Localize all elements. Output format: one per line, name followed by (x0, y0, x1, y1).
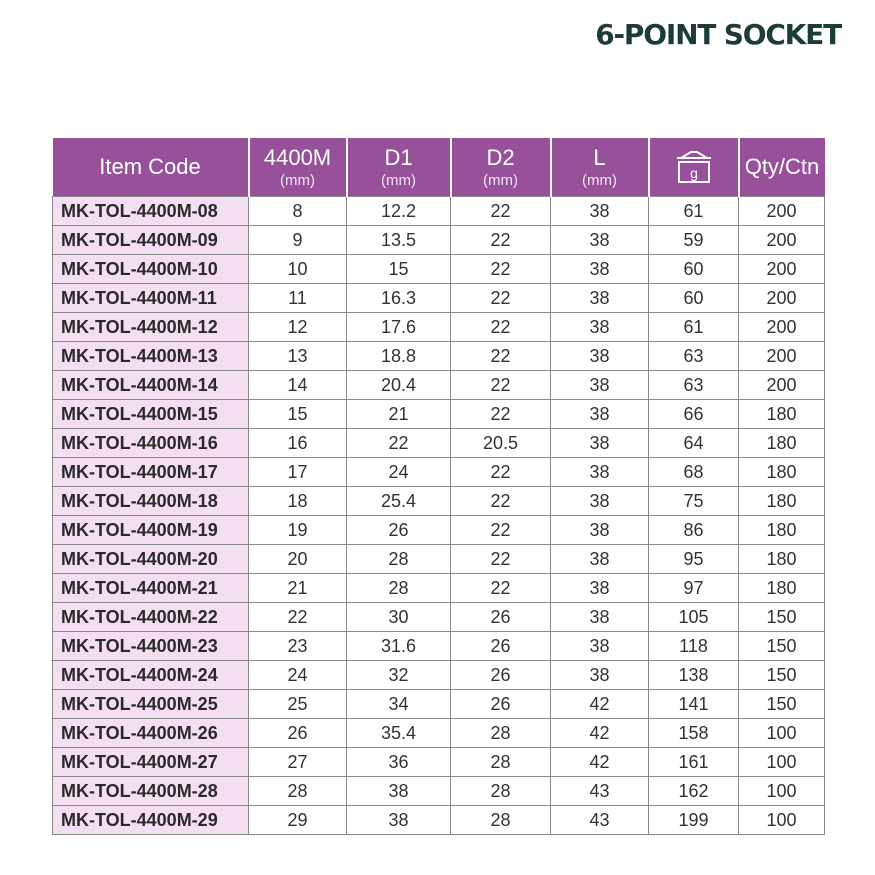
table-row (53, 313, 825, 342)
table-row (53, 226, 825, 255)
size-cell: 22 (249, 603, 347, 632)
weight-cell: 64 (649, 429, 739, 458)
item-code-cell: MK-TOL-4400M-08 (53, 197, 249, 226)
size-cell: 12 (249, 313, 347, 342)
item-code-cell: MK-TOL-4400M-13 (53, 342, 249, 371)
weight-cell: 61 (649, 313, 739, 342)
length-cell: 38 (551, 661, 649, 690)
d1-cell: 28 (347, 574, 451, 603)
size-cell: 26 (249, 719, 347, 748)
d1-cell: 15 (347, 255, 451, 284)
d1-cell: 16.3 (347, 284, 451, 313)
length-cell: 38 (551, 574, 649, 603)
item-code-cell: MK-TOL-4400M-19 (53, 516, 249, 545)
header-length (551, 138, 649, 197)
qty-cell: 200 (739, 284, 825, 313)
weight-cell: 63 (649, 342, 739, 371)
d1-cell: 38 (347, 777, 451, 806)
table-body (53, 197, 825, 835)
weight-icon (671, 148, 717, 186)
qty-cell: 150 (739, 690, 825, 719)
d2-cell: 22 (451, 516, 551, 545)
length-cell: 38 (551, 197, 649, 226)
d2-cell: 22 (451, 487, 551, 516)
item-code-cell: MK-TOL-4400M-20 (53, 545, 249, 574)
size-cell: 16 (249, 429, 347, 458)
d1-cell: 31.6 (347, 632, 451, 661)
page-title: 6-POINT SOCKET (595, 18, 841, 51)
qty-cell: 200 (739, 197, 825, 226)
qty-cell: 150 (739, 661, 825, 690)
d2-cell: 28 (451, 748, 551, 777)
header-weight (649, 138, 739, 197)
size-cell: 13 (249, 342, 347, 371)
length-cell: 42 (551, 690, 649, 719)
table-row (53, 429, 825, 458)
length-cell: 38 (551, 313, 649, 342)
weight-cell: 86 (649, 516, 739, 545)
d2-cell: 26 (451, 632, 551, 661)
length-cell: 38 (551, 545, 649, 574)
d2-cell: 22 (451, 371, 551, 400)
table-row (53, 632, 825, 661)
item-code-cell: MK-TOL-4400M-25 (53, 690, 249, 719)
d2-cell: 28 (451, 806, 551, 835)
size-cell: 10 (249, 255, 347, 284)
header-d2-label: D2 (486, 144, 515, 170)
qty-cell: 180 (739, 574, 825, 603)
table-header-row (53, 138, 825, 197)
item-code-cell: MK-TOL-4400M-14 (53, 371, 249, 400)
header-d2-unit: (mm) (483, 171, 518, 189)
weight-cell: 141 (649, 690, 739, 719)
weight-cell: 105 (649, 603, 739, 632)
length-cell: 38 (551, 255, 649, 284)
item-code-cell: MK-TOL-4400M-18 (53, 487, 249, 516)
d2-cell: 22 (451, 313, 551, 342)
weight-cell: 68 (649, 458, 739, 487)
table-row (53, 777, 825, 806)
table-row (53, 284, 825, 313)
d2-cell: 28 (451, 777, 551, 806)
header-item-code (53, 138, 249, 197)
d2-cell: 22 (451, 458, 551, 487)
length-cell: 42 (551, 748, 649, 777)
size-cell: 15 (249, 400, 347, 429)
d1-cell: 21 (347, 400, 451, 429)
d2-cell: 22 (451, 226, 551, 255)
table-row (53, 719, 825, 748)
weight-cell: 66 (649, 400, 739, 429)
item-code-cell: MK-TOL-4400M-15 (53, 400, 249, 429)
d2-cell: 26 (451, 603, 551, 632)
table-row (53, 197, 825, 226)
qty-cell: 150 (739, 632, 825, 661)
length-cell: 38 (551, 226, 649, 255)
d1-cell: 32 (347, 661, 451, 690)
table-row (53, 574, 825, 603)
d2-cell: 20.5 (451, 429, 551, 458)
d1-cell: 17.6 (347, 313, 451, 342)
length-cell: 38 (551, 487, 649, 516)
d1-cell: 28 (347, 545, 451, 574)
spec-table (52, 138, 825, 835)
table-row (53, 255, 825, 284)
d1-cell: 13.5 (347, 226, 451, 255)
item-code-cell: MK-TOL-4400M-27 (53, 748, 249, 777)
d1-cell: 24 (347, 458, 451, 487)
d2-cell: 26 (451, 661, 551, 690)
size-cell: 17 (249, 458, 347, 487)
d2-cell: 22 (451, 574, 551, 603)
item-code-cell: MK-TOL-4400M-11 (53, 284, 249, 313)
qty-cell: 180 (739, 487, 825, 516)
length-cell: 38 (551, 371, 649, 400)
header-d1 (347, 138, 451, 197)
length-cell: 38 (551, 342, 649, 371)
length-cell: 38 (551, 516, 649, 545)
qty-cell: 180 (739, 516, 825, 545)
weight-cell: 158 (649, 719, 739, 748)
weight-cell: 60 (649, 255, 739, 284)
qty-cell: 180 (739, 545, 825, 574)
item-code-cell: MK-TOL-4400M-10 (53, 255, 249, 284)
header-item-code-label: Item Code (99, 154, 201, 179)
qty-cell: 100 (739, 806, 825, 835)
size-cell: 11 (249, 284, 347, 313)
item-code-cell: MK-TOL-4400M-28 (53, 777, 249, 806)
item-code-cell: MK-TOL-4400M-22 (53, 603, 249, 632)
qty-cell: 100 (739, 748, 825, 777)
header-size-unit: (mm) (280, 171, 315, 189)
d1-cell: 18.8 (347, 342, 451, 371)
length-cell: 38 (551, 603, 649, 632)
table-row (53, 516, 825, 545)
d1-cell: 35.4 (347, 719, 451, 748)
weight-cell: 60 (649, 284, 739, 313)
item-code-cell: MK-TOL-4400M-12 (53, 313, 249, 342)
header-qty-label: Qty/Ctn (744, 154, 820, 179)
size-cell: 29 (249, 806, 347, 835)
weight-cell: 118 (649, 632, 739, 661)
d2-cell: 22 (451, 342, 551, 371)
d2-cell: 22 (451, 284, 551, 313)
d1-cell: 30 (347, 603, 451, 632)
size-cell: 8 (249, 197, 347, 226)
weight-cell: 161 (649, 748, 739, 777)
weight-cell: 59 (649, 226, 739, 255)
header-d1-unit: (mm) (381, 171, 416, 189)
weight-cell: 95 (649, 545, 739, 574)
d1-cell: 26 (347, 516, 451, 545)
weight-cell: 138 (649, 661, 739, 690)
weight-cell: 63 (649, 371, 739, 400)
d1-cell: 20.4 (347, 371, 451, 400)
size-cell: 28 (249, 777, 347, 806)
size-cell: 18 (249, 487, 347, 516)
d2-cell: 22 (451, 255, 551, 284)
d2-cell: 22 (451, 197, 551, 226)
size-cell: 19 (249, 516, 347, 545)
weight-icon-label: g (689, 165, 698, 181)
length-cell: 38 (551, 429, 649, 458)
length-cell: 38 (551, 284, 649, 313)
weight-cell: 162 (649, 777, 739, 806)
table-row (53, 806, 825, 835)
size-cell: 9 (249, 226, 347, 255)
size-cell: 14 (249, 371, 347, 400)
d2-cell: 26 (451, 690, 551, 719)
item-code-cell: MK-TOL-4400M-24 (53, 661, 249, 690)
item-code-cell: MK-TOL-4400M-17 (53, 458, 249, 487)
table-row (53, 342, 825, 371)
table-row (53, 545, 825, 574)
size-cell: 20 (249, 545, 347, 574)
table-row (53, 458, 825, 487)
header-length-label: L (593, 144, 606, 170)
qty-cell: 200 (739, 226, 825, 255)
d1-cell: 25.4 (347, 487, 451, 516)
weight-cell: 61 (649, 197, 739, 226)
table-row (53, 748, 825, 777)
weight-cell: 199 (649, 806, 739, 835)
table-row (53, 661, 825, 690)
weight-cell: 97 (649, 574, 739, 603)
length-cell: 38 (551, 632, 649, 661)
size-cell: 27 (249, 748, 347, 777)
qty-cell: 180 (739, 458, 825, 487)
d1-cell: 36 (347, 748, 451, 777)
qty-cell: 150 (739, 603, 825, 632)
qty-cell: 200 (739, 255, 825, 284)
table-row (53, 603, 825, 632)
length-cell: 38 (551, 458, 649, 487)
item-code-cell: MK-TOL-4400M-29 (53, 806, 249, 835)
size-cell: 25 (249, 690, 347, 719)
item-code-cell: MK-TOL-4400M-23 (53, 632, 249, 661)
d1-cell: 34 (347, 690, 451, 719)
qty-cell: 180 (739, 400, 825, 429)
length-cell: 42 (551, 719, 649, 748)
table-row (53, 400, 825, 429)
item-code-cell: MK-TOL-4400M-16 (53, 429, 249, 458)
header-qty (739, 138, 825, 197)
qty-cell: 100 (739, 719, 825, 748)
item-code-cell: MK-TOL-4400M-26 (53, 719, 249, 748)
d1-cell: 22 (347, 429, 451, 458)
table-row (53, 371, 825, 400)
d1-cell: 12.2 (347, 197, 451, 226)
header-d1-label: D1 (384, 144, 413, 170)
header-size-label: 4400M (263, 144, 332, 170)
d2-cell: 22 (451, 400, 551, 429)
header-d2 (451, 138, 551, 197)
header-length-unit: (mm) (582, 171, 617, 189)
d2-cell: 28 (451, 719, 551, 748)
d2-cell: 22 (451, 545, 551, 574)
length-cell: 43 (551, 806, 649, 835)
header-size (249, 138, 347, 197)
qty-cell: 200 (739, 371, 825, 400)
qty-cell: 180 (739, 429, 825, 458)
qty-cell: 200 (739, 313, 825, 342)
item-code-cell: MK-TOL-4400M-21 (53, 574, 249, 603)
size-cell: 23 (249, 632, 347, 661)
length-cell: 38 (551, 400, 649, 429)
size-cell: 24 (249, 661, 347, 690)
qty-cell: 100 (739, 777, 825, 806)
table-row (53, 690, 825, 719)
weight-cell: 75 (649, 487, 739, 516)
table-row (53, 487, 825, 516)
item-code-cell: MK-TOL-4400M-09 (53, 226, 249, 255)
qty-cell: 200 (739, 342, 825, 371)
size-cell: 21 (249, 574, 347, 603)
length-cell: 43 (551, 777, 649, 806)
d1-cell: 38 (347, 806, 451, 835)
